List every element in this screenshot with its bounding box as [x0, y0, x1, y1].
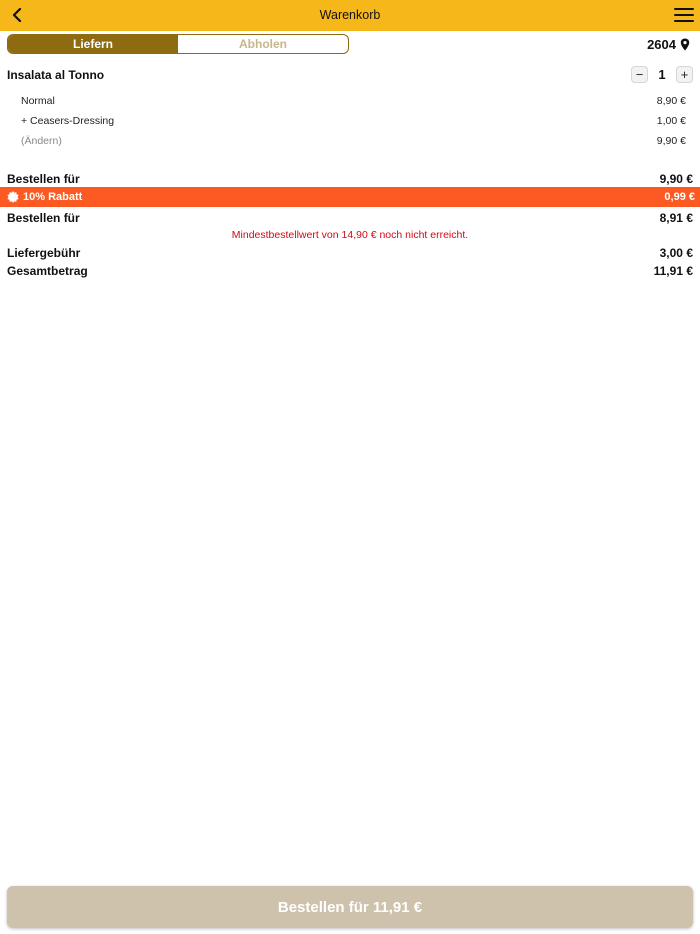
- item-line-price: 8,90 €: [656, 95, 686, 107]
- increase-quantity-button[interactable]: +: [676, 66, 693, 83]
- delivery-mode-toggle: [7, 34, 349, 54]
- app-header: [0, 0, 700, 31]
- quantity-stepper: [631, 66, 693, 83]
- item-line: [21, 95, 686, 107]
- location-pin-icon: [680, 38, 690, 51]
- after-discount-value: 8,91 €: [659, 211, 693, 225]
- subtotal-row: [7, 172, 693, 186]
- discount-value: 0,99 €: [664, 191, 695, 203]
- discount-banner: [0, 187, 700, 207]
- item-line: [21, 115, 686, 127]
- total-value: 11,91 €: [653, 264, 693, 278]
- discount-badge-icon: [7, 191, 19, 203]
- delivery-fee-label: Liefergebühr: [7, 246, 81, 260]
- tab-abholen[interactable]: Abholen: [239, 37, 287, 51]
- subtotal-value: 9,90 €: [659, 172, 693, 186]
- delivery-fee-row: [7, 246, 693, 260]
- total-label: Gesamtbetrag: [7, 264, 88, 278]
- item-line-price: 9,90 €: [656, 135, 686, 147]
- after-discount-row: [7, 211, 693, 225]
- item-line-price: 1,00 €: [656, 115, 686, 127]
- item-line-label: Normal: [21, 95, 55, 107]
- place-order-button[interactable]: Bestellen für 11,91 €: [7, 886, 693, 928]
- zip-code: 2604: [647, 37, 676, 52]
- quantity-value: 1: [658, 67, 666, 82]
- min-order-warning: Mindestbestellwert von 14,90 € noch nicht erreicht.: [231, 229, 469, 241]
- subtotal-label: Bestellen für: [7, 172, 80, 186]
- page-title: Warenkorb: [319, 8, 381, 22]
- delivery-fee-value: 3,00 €: [659, 246, 693, 260]
- item-line-label: + Ceasers-Dressing: [21, 115, 115, 127]
- total-row: [7, 264, 693, 278]
- discount-label: 10% Rabatt: [23, 191, 83, 203]
- item-line: [21, 135, 686, 147]
- change-item-link[interactable]: (Ändern): [21, 135, 62, 147]
- after-discount-label: Bestellen für: [7, 211, 80, 225]
- menu-icon[interactable]: [674, 6, 694, 24]
- tab-liefern[interactable]: Liefern: [8, 35, 178, 53]
- decrease-quantity-button[interactable]: −: [631, 66, 648, 83]
- cart-item-name: Insalata al Tonno: [7, 68, 105, 82]
- location-selector[interactable]: [647, 37, 690, 52]
